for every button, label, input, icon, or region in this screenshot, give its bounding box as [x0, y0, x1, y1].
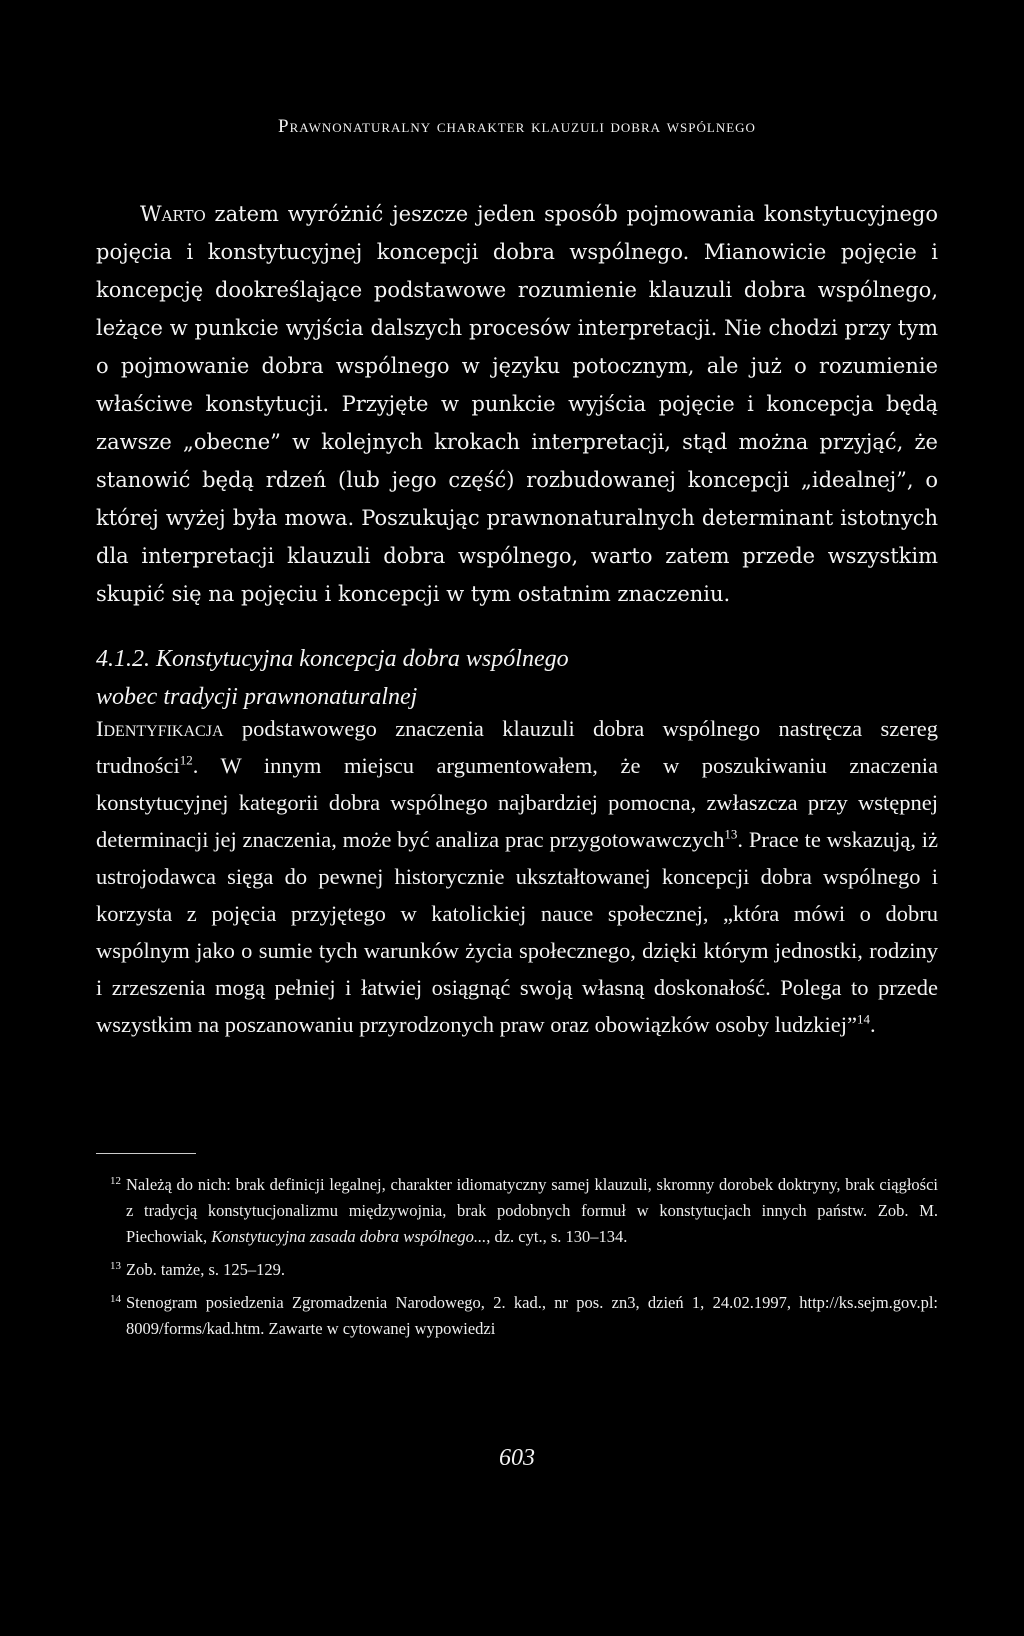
footnote-ref-14[interactable]: 14: [857, 1011, 871, 1027]
section-heading: [96, 640, 938, 716]
footnote-text: Stenogram posiedzenia Zgromadzenia Narodowego, 2. kad., nr pos. zn3, dzień 1, 24.02.1997, http://ks.sejm.gov.pl: 8009/forms/kad.htm. Zawarte w cytowanej wypowiedzi: [126, 1293, 938, 1338]
paragraph-2-part-4: .: [870, 1012, 876, 1037]
footnote-text: Należą do nich: brak definicji legalnej, charakter idiomatyczny samej klauzuli, skromny dorobek doktryny, brak ciągłości z tradycją konstytucjonalizmu międzywojnia, brak podobnych formuł w konstytucjach innych państw. Zob. M. Piechowiak,: [126, 1175, 938, 1246]
footnote-13: [96, 1257, 938, 1283]
footnote-number: 13: [110, 1260, 121, 1272]
section-title-line-1: Konstytucyjna koncepcja dobra wspólnego: [156, 646, 569, 672]
footnote-12: [96, 1172, 938, 1250]
footnote-number: 12: [110, 1175, 121, 1187]
paragraph-1-text: zatem wyróżnić jeszcze jeden sposób pojmowania konstytucyjnego pojęcia i konstytucyjnej koncepcji dobra wspólnego. Mianowicie pojęcie i koncepcję dookreślające podstawowe rozumienie klauzuli dobra wspólnego, leżące w punkcie wyjścia dalszych procesów interpretacji. Nie chodzi przy tym o pojmowanie dobra wspólnego w języku potocznym, ale już o rozumienie właściwe konstytucji. Przyjęte w punkcie wyjścia pojęcie i koncepcja będą zawsze „obecne” w kolejnych krokach interpretacji, stąd można przyjąć, że stanowić będą rdzeń (lub jego część) rozbudowanej koncepcji „idealnej”, o której wyżej była mowa. Poszukując prawnonaturalnych determinant istotnych dla interpretacji klauzuli dobra wspólnego, warto zatem przede wszystkim skupić się na pojęciu i koncepcji w tym ostatnim znaczeniu.: [96, 202, 938, 606]
footnote-number: 14: [110, 1293, 121, 1305]
paragraph-2-lead: Identyfikacja: [96, 716, 224, 741]
book-page: [96, 0, 938, 1636]
section-heading-line-1: [96, 640, 938, 678]
footnote-text-after: , dz. cyt., s. 130–134.: [486, 1227, 628, 1246]
section-number: 4.1.2.: [96, 646, 150, 672]
footnotes: [96, 1172, 938, 1349]
section-title-line-2: wobec tradycji prawnonaturalnej: [96, 684, 418, 710]
footnote-separator: [96, 1153, 196, 1154]
footnote-ref-12[interactable]: 12: [179, 752, 193, 768]
paragraph-1-lead: Warto: [140, 202, 206, 226]
page-number: 603: [499, 1445, 535, 1471]
paragraph-2-part-3: . Prace te wskazują, iż ustrojodawca sięga do pewnej historycznie ukształtowanej koncepcji dobra wspólnego i korzysta z pojęcia przyjętego w katolickiej nauce społecznej, „która mówi o dobru wspólnym jako o sumie tych warunków życia społecznego, dzięki którym jednostki, rodziny i zrzeszenia mogą pełniej i łatwiej osiągnąć swoją własną doskonałość. Polega to przede wszystkim na poszanowaniu przyrodzonych praw oraz obowiązków osoby ludzkiej”: [96, 827, 938, 1037]
running-head: Prawnonaturalny charakter klauzuli dobra wspólnego: [278, 116, 756, 137]
paragraph-2-part-1: podstawowego znaczenia klauzuli dobra wspólnego nastręcza szereg trudności: [96, 716, 938, 778]
footnote-title-italic: Konstytucyjna zasada dobra wspólnego...: [211, 1227, 487, 1246]
paragraph-2: [96, 710, 938, 1043]
footnote-ref-13[interactable]: 13: [724, 826, 738, 842]
paragraph-2-part-2: . W innym miejscu argumentowałem, że w poszukiwaniu znaczenia konstytucyjnej kategorii dobra wspólnego najbardziej pomocna, zwłaszcza przy wstępnej determinacji jej znaczenia, może być analiza prac przygotowawczych: [96, 753, 938, 852]
footnote-14: [96, 1290, 938, 1342]
paragraph-1: [96, 195, 938, 613]
footnote-text: Zob. tamże, s. 125–129.: [126, 1260, 286, 1279]
